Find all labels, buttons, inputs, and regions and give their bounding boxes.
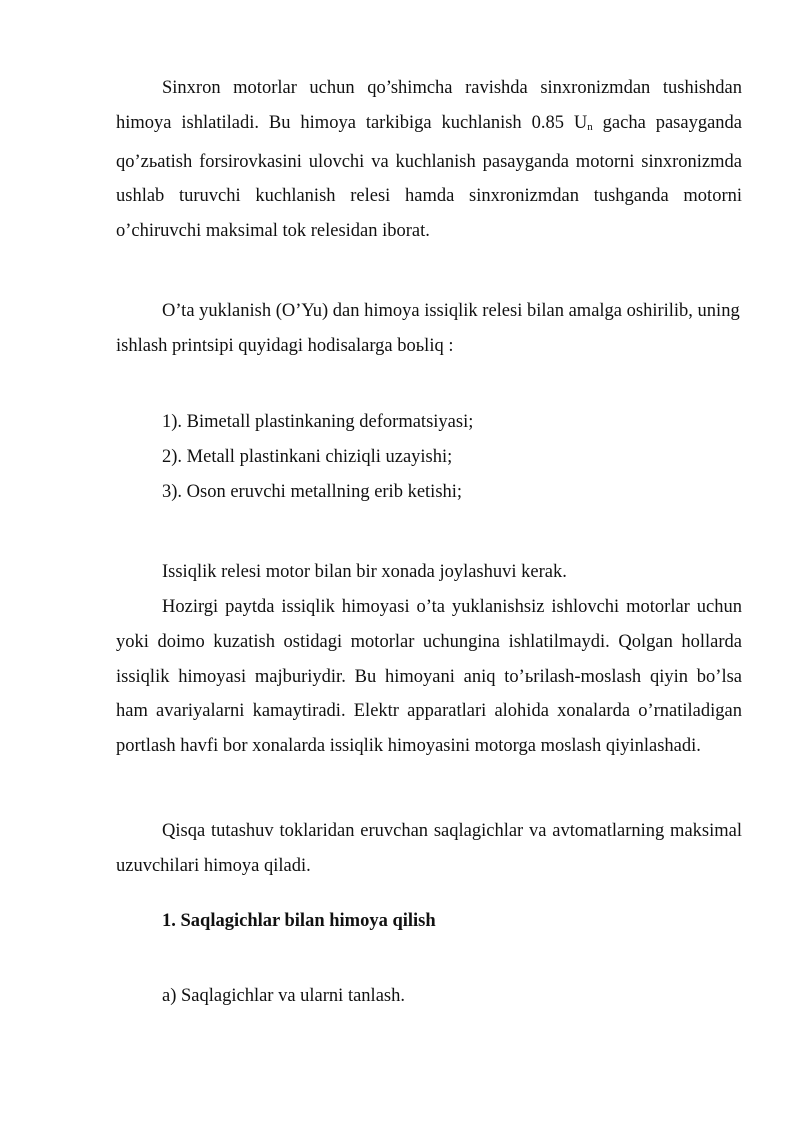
voltage-subscript: n	[587, 120, 593, 133]
paragraph-text-continued: gacha pasayganda qo’zьatish forsirovkasini ulovchi va kuchlanish pasayganda motorni sinxronizmda ushlab turuvchi kuchlanish relesi hamda sinxronizmdan tushganda motorni o’chiruvchi maksimal tok relesidan iborat.	[116, 112, 742, 242]
paragraph-short-circuit: Qisqa tutashuv toklaridan eruvchan saqlagichlar va avtomatlarning maksimal uzuvchilari himoya qiladi.	[116, 821, 742, 876]
paragraph-relay-placement: Issiqlik relesi motor bilan bir xonada joylashuvi kerak.	[162, 562, 567, 582]
paragraph-overload-protection: O’ta yuklanish (O’Yu) dan himoya issiqlik relesi bilan amalga oshirilib, uning ishlash printsipi quyidagi hodisalarga boьliq :	[116, 301, 740, 356]
paragraph-text: Sinxron motorlar uchun qo’shimcha ravishda sinxronizmdan tushishdan himoya ishlatiladi. Bu himoya tarkibiga kuchlanish 0.85 U	[116, 78, 742, 133]
subsection-heading: a) Saqlagichlar va ularni tanlash.	[162, 986, 405, 1006]
paragraph-thermal-protection: Hozirgi paytda issiqlik himoyasi o’ta yuklanishsiz ishlovchi motorlar uchun yoki doimo kuzatish ostidagi motorlar uchungina ishlatilmaydi. Qolgan hollarda issiqlik himoyasi majburiydir. Bu himoyani aniq to’ьrilash-moslash qiyin bo’lsa ham avariyalarni kamaytiradi. Elektr apparatlari alohida xonalarda o’rnatiladigan portlash havfi bor xonalarda issiqlik himoyasini motorga moslash qiyinlashadi.	[116, 597, 742, 757]
section-heading: 1. Saqlagichlar bilan himoya qilish	[162, 911, 436, 931]
list-item-3: 3). Oson eruvchi metallning erib ketishi;	[162, 482, 463, 502]
list-item-1: 1). Bimetall plastinkaning deformatsiyasi;	[162, 412, 474, 432]
list-item-2: 2). Metall plastinkani chiziqli uzayishi;	[162, 447, 453, 467]
paragraph-synchronous-motor-protection	[116, 71, 742, 249]
